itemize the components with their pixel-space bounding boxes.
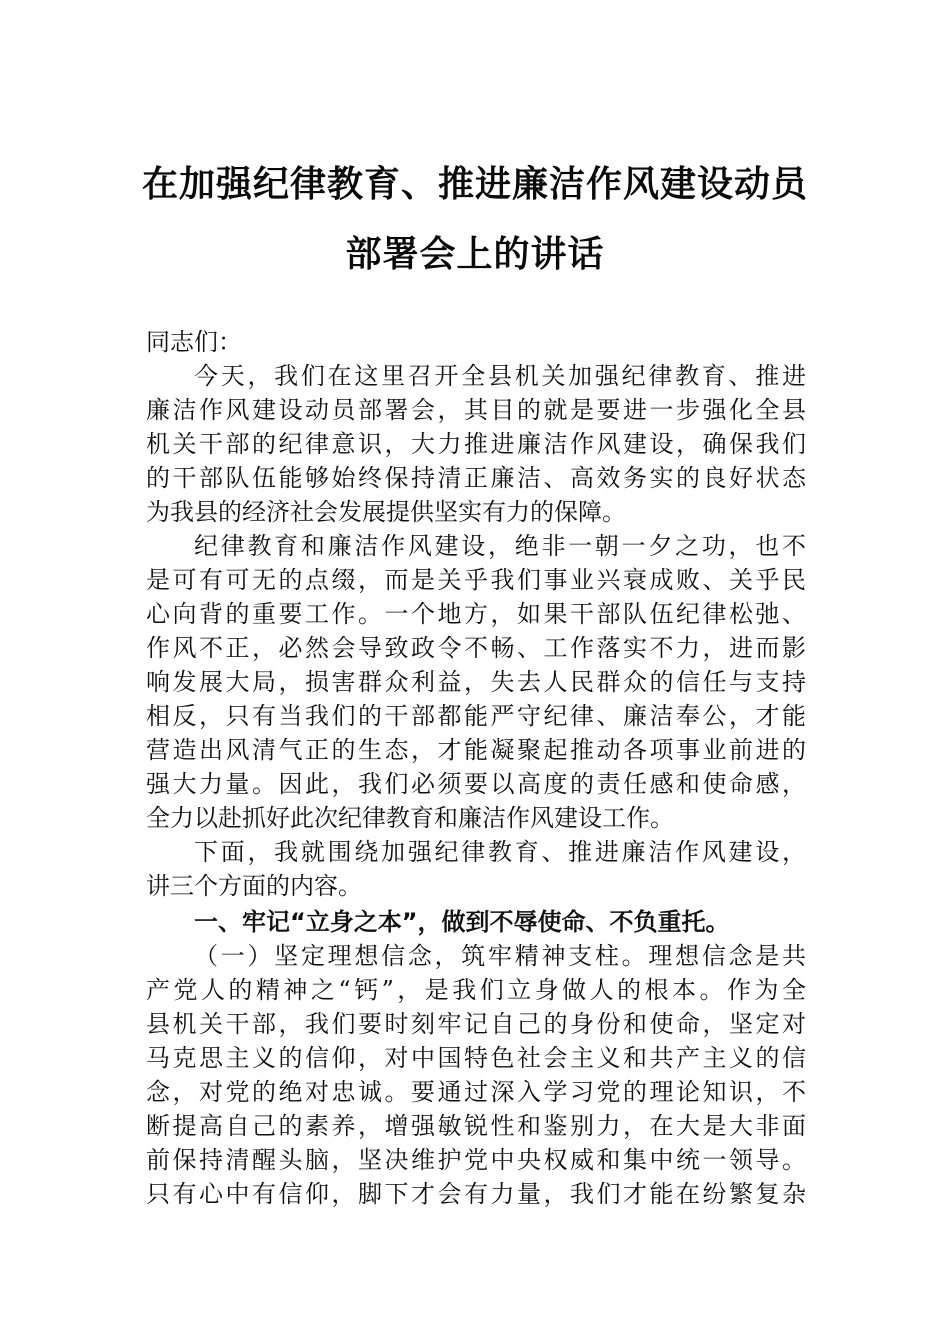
body-text-line: 营造出风清气正的生态，才能凝聚起推动各项事业前进的 — [146, 736, 806, 764]
body-text-line: 全力以赴抓好此次纪律教育和廉洁作风建设工作。 — [146, 804, 674, 832]
body-text-line: 是可有可无的点缀，而是关乎我们事业兴衰成败、关乎民 — [146, 566, 806, 594]
body-text-line: 的干部队伍能够始终保持清正廉洁、高效务实的良好状态 — [146, 464, 806, 492]
body-text-line: 马克思主义的信仰，对中国特色社会主义和共产主义的信 — [146, 1044, 806, 1072]
body-text-line: 心向背的重要工作。一个地方，如果干部队伍纪律松弛、 — [146, 600, 806, 628]
body-text-line: 断提高自己的素养，增强敏锐性和鉴别力，在大是大非面 — [146, 1112, 806, 1140]
body-text-line: 下面，我就围绕加强纪律教育、推进廉洁作风建设， — [194, 838, 806, 866]
body-text-line: 相反，只有当我们的干部都能严守纪律、廉洁奉公，才能 — [146, 702, 806, 730]
body-text-line: 响发展大局，损害群众利益，失去人民群众的信任与支持 — [146, 668, 806, 696]
body-text-line: 讲三个方面的内容。 — [146, 872, 362, 900]
body-text-line: 产党人的精神之“钙”，是我们立身做人的根本。作为全 — [146, 976, 806, 1004]
document-title-line-2: 部署会上的讲话 — [345, 233, 605, 275]
body-text-line: 县机关干部，我们要时刻牢记自己的身份和使命，坚定对 — [146, 1010, 806, 1038]
body-text-line: 念，对党的绝对忠诚。要通过深入学习党的理论知识，不 — [146, 1078, 806, 1106]
document-title-line-1: 在加强纪律教育、推进廉洁作风建设动员 — [141, 163, 808, 205]
body-text-line: 强大力量。因此，我们必须要以高度的责任感和使命感， — [146, 770, 806, 798]
body-text-line: 同志们： — [146, 328, 242, 356]
body-text-line: 为我县的经济社会发展提供坚实有力的保障。 — [146, 498, 626, 526]
section-heading: 一、牢记“立身之本”，做到不辱使命、不负重托。 — [194, 908, 730, 936]
body-text-line: 只有心中有信仰，脚下才会有力量，我们才能在纷繁复杂 — [146, 1180, 806, 1208]
body-text-line: 廉洁作风建设动员部署会，其目的就是要进一步强化全县 — [146, 396, 806, 424]
body-text-line: 机关干部的纪律意识，大力推进廉洁作风建设，确保我们 — [146, 430, 806, 458]
document-body — [146, 325, 806, 1211]
body-text-line: 前保持清醒头脑，坚决维护党中央权威和集中统一领导。 — [146, 1146, 806, 1174]
body-text-line: 今天，我们在这里召开全县机关加强纪律教育、推进 — [194, 362, 806, 390]
body-text-line: 纪律教育和廉洁作风建设，绝非一朝一夕之功，也不 — [194, 532, 806, 560]
body-text-line: 作风不正，必然会导致政令不畅、工作落实不力，进而影 — [146, 634, 806, 662]
body-text-line: （一）坚定理想信念，筑牢精神支柱。理想信念是共 — [194, 942, 806, 970]
